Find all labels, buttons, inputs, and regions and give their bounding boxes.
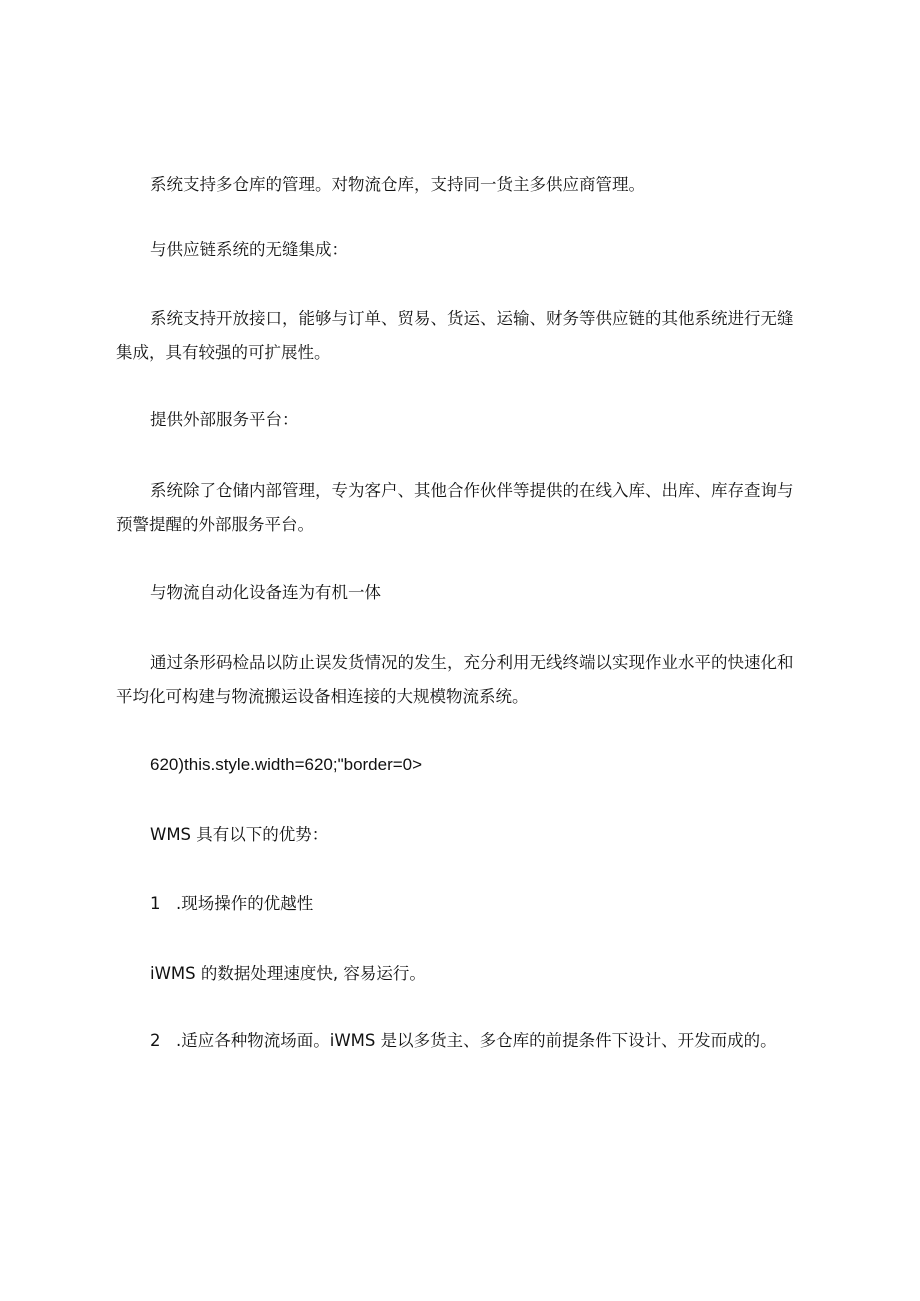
list-item-text: .现场操作的优越性 [176,894,314,913]
list-item-1 [116,887,806,921]
heading-wms-advantages: WMS 具有以下的优势： [150,825,329,844]
list-number: 2 [150,1031,161,1050]
paragraph-multi-warehouse: 系统支持多仓库的管理。对物流仓库，支持同一货主多供应商管理。 [150,175,645,194]
paragraph-barcode-inspection: 通过条形码检品以防止误发货情况的发生，充分利用无线终端以实现作业水平的快速化和平均化可构建与物流搬运设备相连接的大规模物流系统。 [116,653,794,706]
paragraph-open-interface: 系统支持开放接口，能够与订单、贸易、货运、运输、财务等供应链的其他系统进行无缝集成，具有较强的可扩展性。 [116,309,794,362]
paragraph-broken-image-markup: 620)this.style.width=620;"border=0> [150,755,423,774]
paragraph-data-processing: iWMS 的数据处理速度快, 容易运行。 [150,964,426,983]
list-item-2 [116,1024,806,1058]
paragraph-external-service: 系统除了仓储内部管理，专为客户、其他合作伙伴等提供的在线入库、出库、库存查询与预警提醒的外部服务平台。 [116,481,794,534]
heading-external-service-platform: 提供外部服务平台： [150,410,299,429]
list-number: 1 [150,894,161,913]
heading-automation-equipment: 与物流自动化设备连为有机一体 [150,583,381,602]
heading-supply-chain-integration: 与供应链系统的无缝集成： [150,240,348,259]
list-item-text: .适应各种物流场面。iWMS 是以多货主、多仓库的前提条件下设计、开发而成的。 [176,1031,777,1050]
